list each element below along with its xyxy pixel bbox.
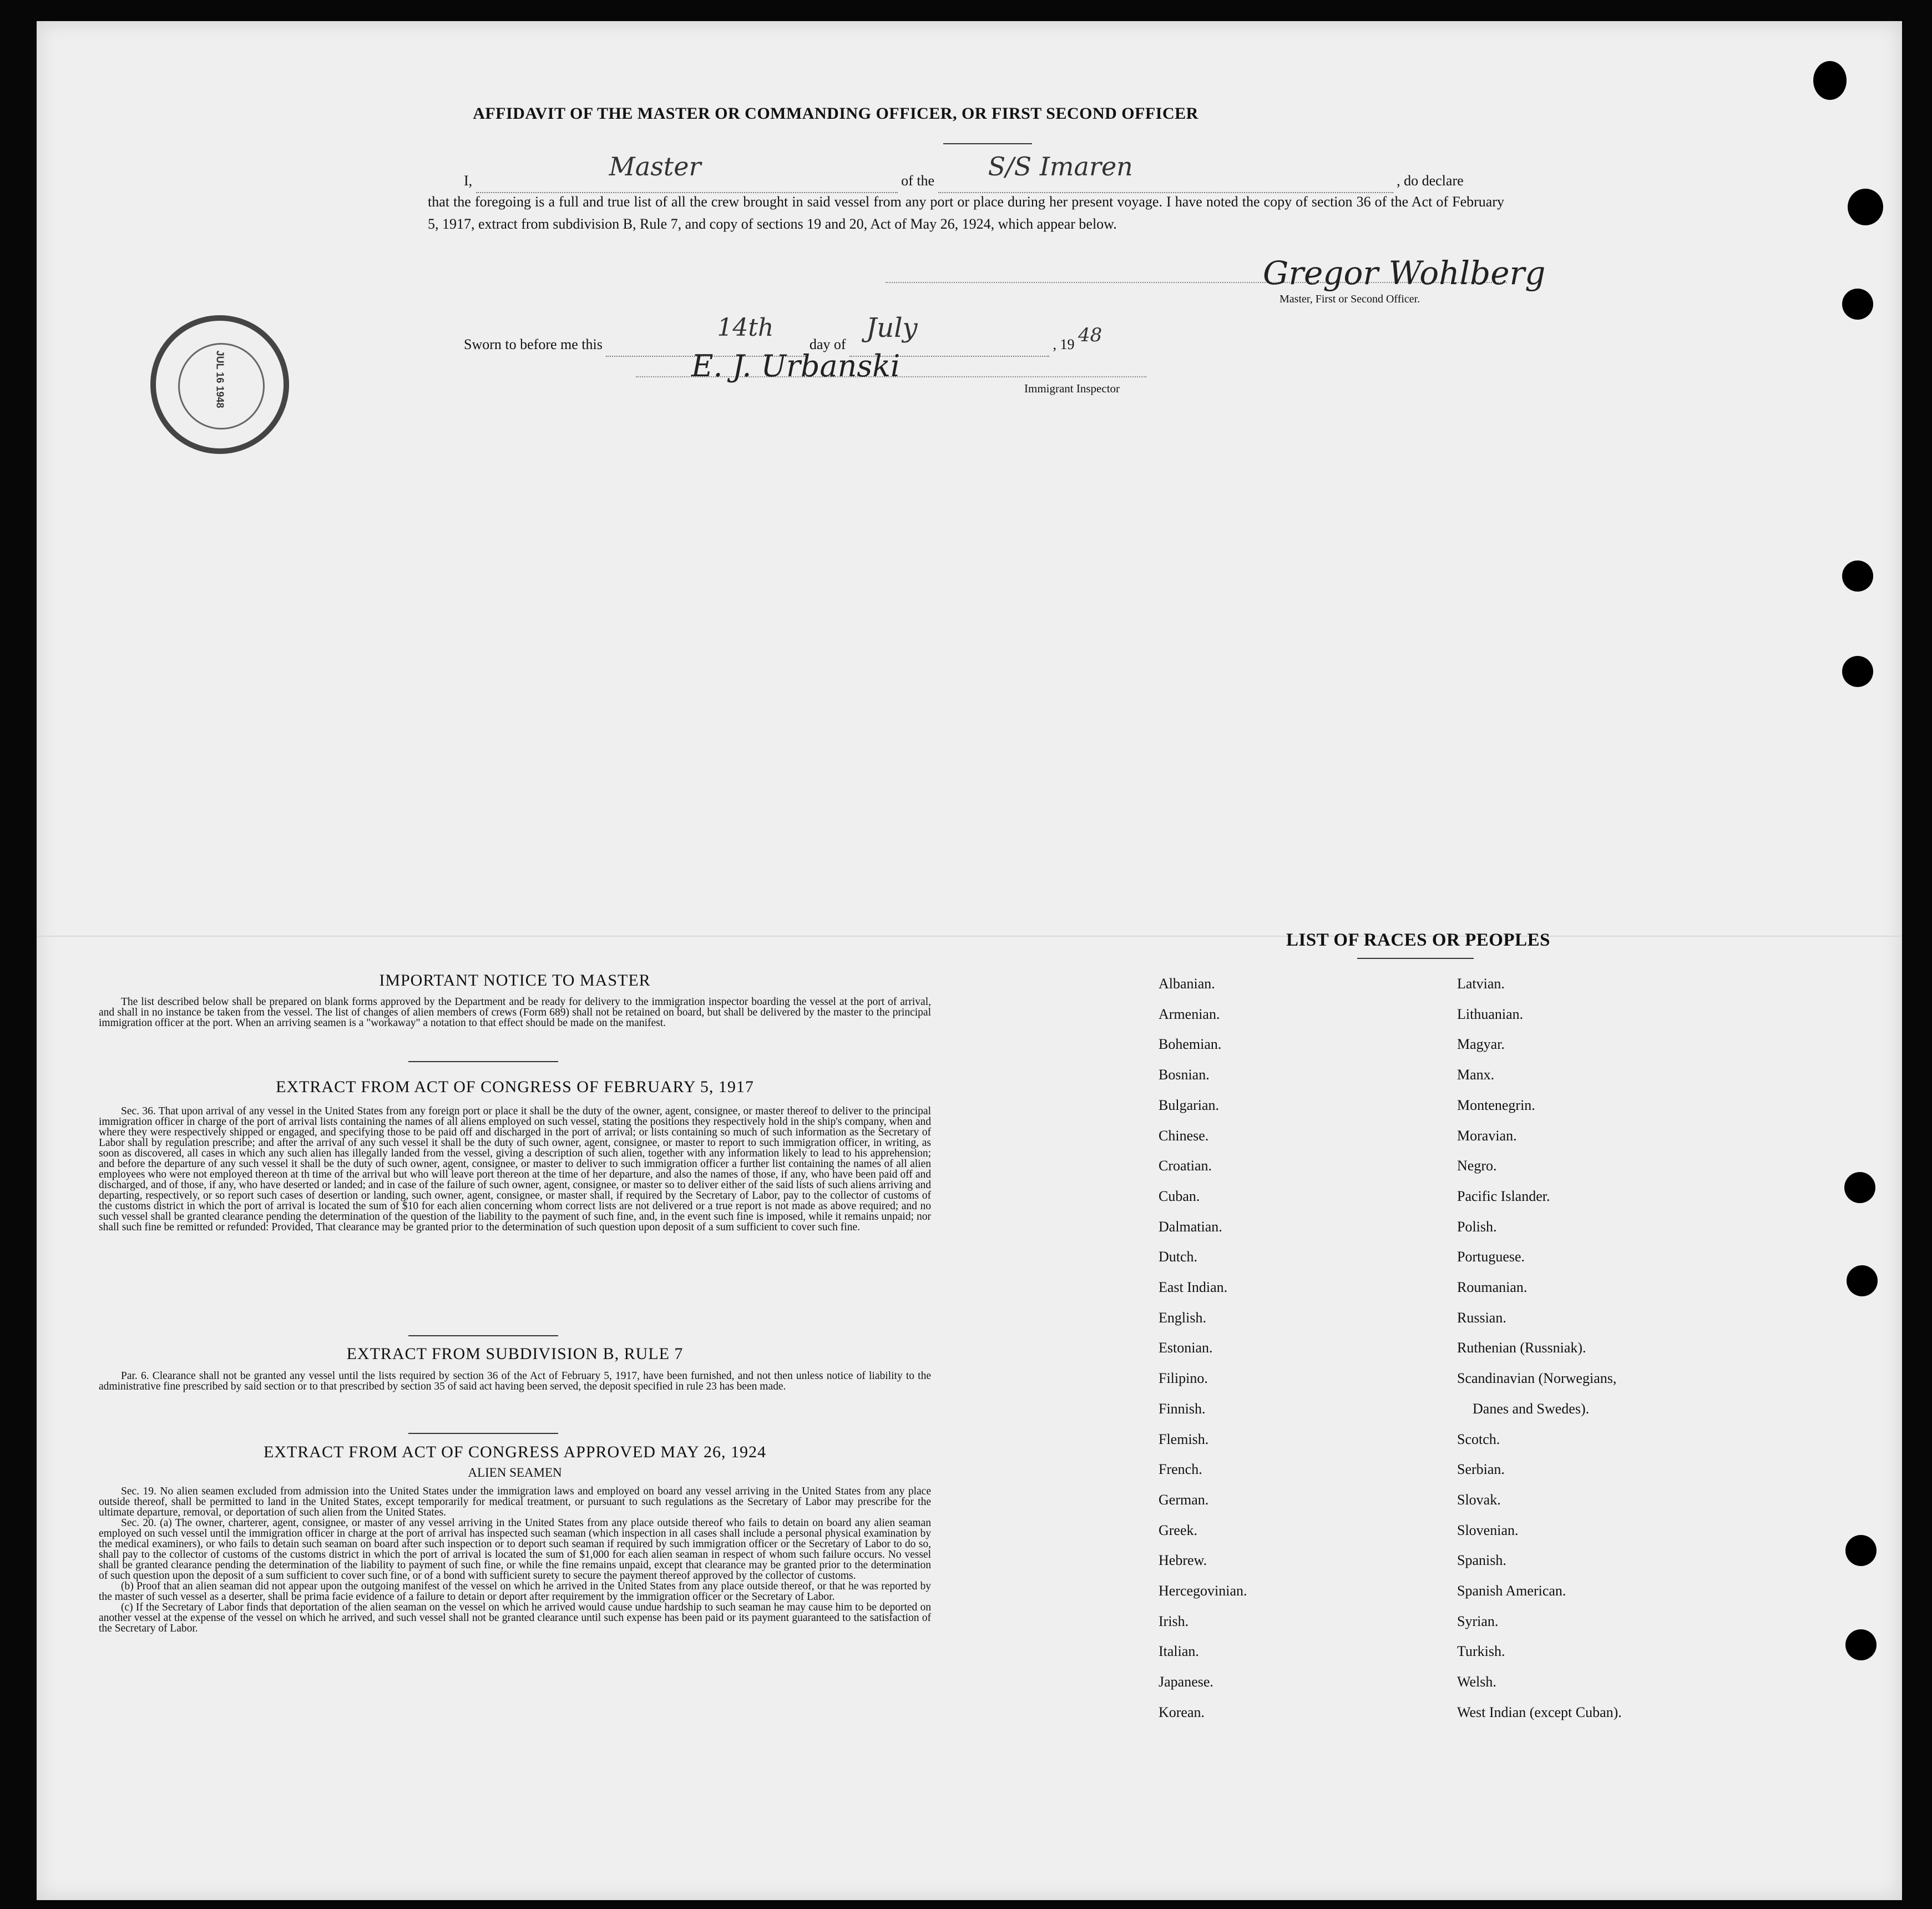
race-item: Italian. bbox=[1159, 1643, 1199, 1660]
race-item: Filipino. bbox=[1159, 1370, 1208, 1387]
subdivision-b-title: EXTRACT FROM SUBDIVISION B, RULE 7 bbox=[346, 1345, 684, 1363]
race-item: Dalmatian. bbox=[1159, 1218, 1222, 1235]
race-item: Albanian. bbox=[1159, 976, 1215, 992]
stamp-date: JUL 16 1948 bbox=[214, 350, 226, 408]
date-stamp bbox=[150, 315, 289, 454]
race-item: Spanish. bbox=[1457, 1552, 1506, 1569]
race-item: Danes and Swedes). bbox=[1473, 1400, 1590, 1417]
notice-title: IMPORTANT NOTICE TO MASTER bbox=[379, 971, 651, 989]
punch-hole bbox=[1842, 289, 1873, 320]
race-item: Korean. bbox=[1159, 1704, 1205, 1720]
race-item: Manx. bbox=[1457, 1067, 1495, 1083]
race-item: Greek. bbox=[1159, 1522, 1198, 1538]
race-item: Bohemian. bbox=[1159, 1036, 1222, 1053]
race-item: Scandinavian (Norwegians, bbox=[1457, 1370, 1617, 1387]
extract-1917-body: Sec. 36. That upon arrival of any vessel in the United States from any foreign port or place it shall be the duty of the owner, agent, consignee, or master thereof to deliver to the principal immigration officer in charge of the port of arrival lists containing the names of all aliens employed on such vessel, stating the positions they respectively hold in the ship's company, when and where they were respectively shipped or engaged, and specifying those to be paid off and discharged in the port of arrival; or lists containing so much of such information as the Secretary of Labor shall by regulation prescribe; and after the arrival of any such vessel it shall be the duty of such owner, agent, consignee, or master to report to such immigration officer, in writing, as soon as discovered, all cases in which any such alien has illegally landed from the vessel, giving a description of such alien, together with any information likely to lead to his apprehension; and before the departure of any such vessel it shall be the duty of such owner, agent, consignee, or master to deliver to such immigration officer a further list containing the names of all alien employees who were not employed thereon at th time of the arrival but who will leave port thereon at the time of her departure, and also the names of those, if any, who have been paid off and discharged, and of those, if any, who have deserted or landed; and in case of the failure of such owner, agent, consignee, or master so to deliver either of the said lists of such aliens arriving and departing, respectively, or so report such cases of desertion or landing, such owner, agent, consignee, or master shall, if required by the Secretary of Labor, pay to the collector of customs of the customs district in which the port of arrival is located the sum of $10 for each alien concerning whom correct lists are not delivered or a true report is not made as above required; and no such vessel shall be granted clearance pending the determination of the question of the liability to the payment of such fine, and, in the event such fine is imposed, while it remains unpaid; nor shall such fine be remitted or refunded: Provided, That clearance may be granted prior to the determination of such question upon deposit of a sum sufficient to cover such fine. bbox=[99, 1105, 931, 1233]
race-item: Japanese. bbox=[1159, 1674, 1213, 1690]
race-item: Flemish. bbox=[1159, 1431, 1209, 1447]
race-item: English. bbox=[1159, 1309, 1206, 1326]
race-item: Pacific Islander. bbox=[1457, 1188, 1550, 1204]
punch-hole bbox=[1813, 61, 1847, 100]
race-item: Bosnian. bbox=[1159, 1067, 1210, 1083]
document-page bbox=[37, 21, 1902, 1900]
race-item: Serbian. bbox=[1457, 1461, 1505, 1478]
sec-20a-text: Sec. 20. (a) The owner, charterer, agent, consignee, or master of any vessel arriving in the United States from any place outside thereof who fails to detain on board any alien seaman employed on such vessel until the immigration officer in charge at the port of arrival has inspected such seaman (which inspection in all cases shall include a personal physical examination by the medical examiners), or who fails to detain such seaman on board after such inspection or to deport such seaman if required by such immigration officer or the Secretary of Labor to do so, shall pay to the collector of customs of the customs district in which the port of arrival is located the sum of $1,000 for each alien seaman in respect of whom such failure occurs. No vessel shall be granted clearance pending the determination of the liability to payment of such fine, or while the fine remains unpaid, except that clearance may be granted prior to the determination of such question upon the deposit of a sum sufficient to cover such fine, or of a bond with sufficient surety to secure the payment thereof approved by the collector of customs. bbox=[99, 1517, 931, 1582]
handwritten-day: 14th bbox=[717, 314, 774, 342]
year-prefix: , 19 bbox=[1053, 336, 1075, 352]
races-title: LIST OF RACES OR PEOPLES bbox=[1286, 930, 1550, 950]
race-item: Hebrew. bbox=[1159, 1552, 1207, 1569]
race-item: Roumanian. bbox=[1457, 1279, 1528, 1295]
role-field bbox=[476, 151, 898, 193]
master-signature: Gregor Wohlberg bbox=[1263, 254, 1546, 292]
races-rule bbox=[1357, 958, 1474, 959]
race-item: French. bbox=[1159, 1461, 1202, 1478]
race-item: Armenian. bbox=[1159, 1006, 1220, 1022]
race-item: Slovenian. bbox=[1457, 1522, 1519, 1538]
race-item: Welsh. bbox=[1457, 1674, 1496, 1690]
race-item: Montenegrin. bbox=[1457, 1097, 1535, 1113]
race-item: Russian. bbox=[1457, 1309, 1506, 1326]
race-item: Ruthenian (Russniak). bbox=[1457, 1340, 1586, 1356]
race-item: Syrian. bbox=[1457, 1613, 1499, 1629]
inspector-label: Immigrant Inspector bbox=[1024, 382, 1120, 395]
race-item: Spanish American. bbox=[1457, 1583, 1566, 1599]
race-item: Hercegovinian. bbox=[1159, 1583, 1247, 1599]
race-item: Bulgarian. bbox=[1159, 1097, 1220, 1113]
handwritten-month: July bbox=[866, 312, 918, 344]
line1-mid: of the bbox=[901, 173, 935, 189]
declaration-text: that the foregoing is a full and true list of all the crew brought in said vessel from any port or place during her present voyage. I have noted the copy of section 36 of the Act of February 5, 1917, extract from subdivision B, Rule 7, and copy of sections 19 and 20, Act of May 26, 1924, which appear below. bbox=[428, 194, 1504, 232]
handwritten-vessel: S/S Imaren bbox=[988, 151, 1133, 181]
sec-20b-text: (b) Proof that an alien seaman did not appear upon the outgoing manifest of the vessel on which he arrived in the United States from any place outside thereof, or that he was reported by the master of such vessel as a deserter, shall be prima facie evidence of a failure to detain or deport after requirement by the immigration officer or the Secretary of Labor. bbox=[99, 1580, 931, 1603]
handwritten-role: Master bbox=[609, 151, 701, 181]
sec-19-text: Sec. 19. No alien seamen excluded from admission into the United States under the immigration laws and employed on board any vessel arriving in the United States from any place outside thereof, shall be permitted to land in the United States, except temporarily for medical treatment, or pursuant to such regulations as the Secretary of Labor may prescribe for the ultimate departure, removal, or deportation of such alien from the United States. bbox=[99, 1486, 931, 1518]
race-item: Chinese. bbox=[1159, 1127, 1209, 1144]
punch-hole bbox=[1847, 1265, 1878, 1296]
extract-1917-title: EXTRACT FROM ACT OF CONGRESS OF FEBRUARY 5, 1917 bbox=[276, 1078, 754, 1096]
punch-hole bbox=[1845, 1629, 1877, 1660]
extract-1924-body bbox=[99, 1486, 931, 1634]
extract-1924-title: EXTRACT FROM ACT OF CONGRESS APPROVED MAY 26, 1924 bbox=[263, 1443, 767, 1461]
race-item: Scotch. bbox=[1457, 1431, 1500, 1447]
race-item: Cuban. bbox=[1159, 1188, 1200, 1204]
punch-hole bbox=[1842, 560, 1873, 592]
line1-suffix: , do declare bbox=[1397, 173, 1464, 189]
race-item: Slovak. bbox=[1457, 1491, 1501, 1508]
race-item: Portuguese. bbox=[1457, 1249, 1525, 1265]
sec-20c-text: (c) If the Secretary of Labor finds that deportation of the alien seaman on the vessel on which he arrived would cause undue hardship to such seaman he may cause him to be deported on another vessel at the expense of the vessel on which he arrived, and such vessel shall not be granted clearance until such expense has been paid or its payment guaranteed to the satisfaction of the Secretary of Labor. bbox=[99, 1602, 931, 1634]
race-item: Estonian. bbox=[1159, 1340, 1213, 1356]
signature-label: Master, First or Second Officer. bbox=[1279, 293, 1420, 305]
race-item: German. bbox=[1159, 1491, 1209, 1508]
notice-rule bbox=[408, 1061, 558, 1062]
race-item: Magyar. bbox=[1457, 1036, 1505, 1053]
race-item: Latvian. bbox=[1457, 976, 1505, 992]
race-item: Moravian. bbox=[1457, 1127, 1517, 1144]
inspector-signature: E. J. Urbanski bbox=[691, 349, 901, 383]
affidavit-title: AFFIDAVIT OF THE MASTER OR COMMANDING OFFICER, OR FIRST SECOND OFFICER bbox=[473, 104, 1198, 123]
affidavit-line-1 bbox=[464, 151, 1507, 193]
vessel-field bbox=[938, 151, 1393, 193]
race-item: Irish. bbox=[1159, 1613, 1189, 1629]
line1-prefix: I, bbox=[464, 173, 473, 189]
race-item: Croatian. bbox=[1159, 1158, 1212, 1174]
race-item: Negro. bbox=[1457, 1158, 1497, 1174]
notice-body: The list described below shall be prepared on blank forms approved by the Department and be ready for delivery to the immigration inspector boarding the vessel at the port of arrival, and shall in no instance be taken from the vessel. The list of changes of alien members of crews (Form 689) shall not be retained on board, but shall be delivered by the master to the principal immigration officer at the port. When an arriving seamen is a "workaway" a notation to that effect should be made on the manifest. bbox=[99, 996, 931, 1029]
extract-1924-subtitle: ALIEN SEAMEN bbox=[468, 1466, 562, 1479]
punch-hole bbox=[1844, 1172, 1875, 1203]
race-item: West Indian (except Cuban). bbox=[1457, 1704, 1622, 1720]
race-item: Polish. bbox=[1457, 1218, 1497, 1235]
day-of: day of bbox=[809, 336, 846, 352]
punch-hole bbox=[1848, 189, 1883, 225]
subdivision-b-body: Par. 6. Clearance shall not be granted any vessel until the lists required by section 36 of the Act of February 5, 1917, have been furnished, and not then unless notice of liability to the administrative fine prescribed by said section or to that prescribed by section 35 of said act having been served, the deposit specified in rule 23 has been made. bbox=[99, 1370, 931, 1392]
race-item: Turkish. bbox=[1457, 1643, 1505, 1660]
sworn-prefix: Sworn to before me this bbox=[464, 336, 603, 352]
punch-hole bbox=[1845, 1535, 1877, 1566]
race-item: Lithuanian. bbox=[1457, 1006, 1524, 1022]
punch-hole bbox=[1842, 656, 1873, 687]
race-item: Dutch. bbox=[1159, 1249, 1198, 1265]
race-item: East Indian. bbox=[1159, 1279, 1228, 1295]
handwritten-year: 48 bbox=[1078, 324, 1102, 346]
title-rule bbox=[943, 143, 1032, 144]
race-item: Finnish. bbox=[1159, 1400, 1206, 1417]
subdivision-b-rule bbox=[408, 1433, 558, 1434]
extract-1917-rule bbox=[408, 1335, 558, 1336]
